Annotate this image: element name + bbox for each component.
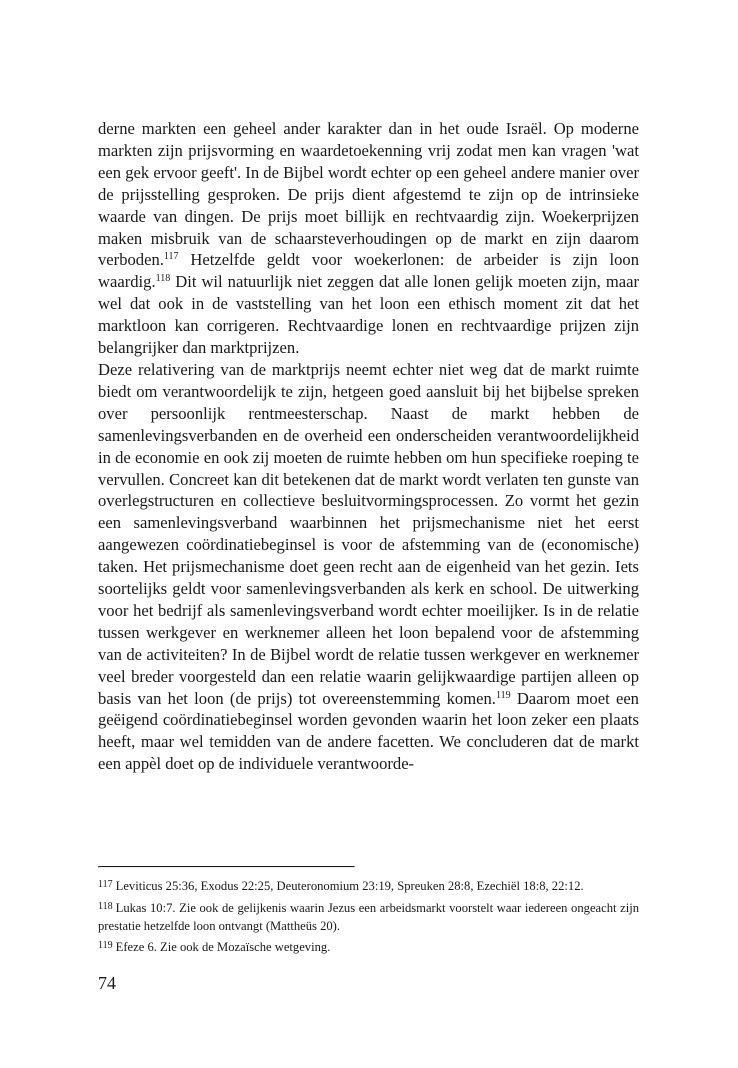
paragraph-text: Deze relativering van de marktprijs neemt echter niet weg dat de markt ruimte biedt om verantwoordelijk te zijn, hetgeen goed aansluit bij het bijbelse spreken over persoonlijk rentmeesterschap. Naast de markt hebben de samenlevingsverbanden en de overheid een onderscheiden verantwoordelijkheid in de economie en ook zij moeten de ruimte hebben om hun specifieke roeping te vervullen. Concreet kan dit betekenen dat de markt wordt verlaten ten gunste van overlegstructuren en collectieve besluitvormingsprocessen. Zo vormt het gezin een samenlevingsverband waarbinnen het prijsmechanisme niet het eerst aangewezen coördinatiebeginsel is voor de afstemming van de (economische) taken. Het prijsmechanisme doet geen recht aan de eigenheid van het gezin. Iets soortelijks geldt voor samenlevingsverbanden als kerk en school. De uitwerking voor het bedrijf als samenlevingsverband wordt echter moeilijker. Is in de relatie tussen werkgever en werknemer alleen het loon bepalend voor de afstemming van de activiteiten? In de Bijbel wordt de relatie tussen werkgever en werknemer veel breder voorgesteld dan een relatie waarin gelijkwaardige partijen alleen op basis van het loon (de prijs) tot overeenstemming komen.: [98, 359, 639, 708]
paragraph-text: Dit wil natuurlijk niet zeggen dat alle lonen gelijk moeten zijn, maar wel dat ook in de vaststelling van het loon een ethisch moment zit dat het marktloon kan corrigeren. Rechtvaardige lonen en rechtvaardige prijzen zijn belangrijker dan marktprijzen.: [98, 272, 639, 358]
footnote-117: [98, 876, 639, 896]
footnote-number: 117: [98, 879, 113, 890]
footnote-ref-117[interactable]: 117: [163, 251, 179, 263]
footnotes: [98, 876, 639, 959]
footnote-118: [98, 898, 639, 936]
paragraph-2: [98, 359, 639, 775]
main-text: [98, 118, 639, 775]
paragraph-text: Daarom moet een geëigend coördinatiebeginsel worden gevonden waarin het loon zeker een plaats heeft, maar wel temidden van de andere facetten. We concluderen dat de markt een appèl doet op de individuele verantwoorde-: [98, 688, 639, 774]
footnote-ref-119[interactable]: 119: [495, 689, 511, 701]
footnote-number: 118: [98, 900, 113, 912]
footnote-number: 119: [98, 940, 113, 952]
footnote-text: Efeze 6. Zie ook de Mozaïsche wetgeving.: [115, 940, 331, 955]
paragraph-text: Hetzelfde geldt voor woekerlonen: de arbeider is zijn loon waardig.: [98, 250, 639, 292]
footnote-text: Leviticus 25:36, Exodus 22:25, Deuteronomium 23:19, Spreuken 28:8, Ezechiël 18:8, 22:12.: [115, 879, 584, 893]
paragraph-text: derne markten een geheel ander karakter dan in het oude Israël. Op moderne markten zijn prijsvorming en waardetoekenning vrij zodat men kan vragen 'wat een gek ervoor geeft'. In de Bijbel wordt echter op een geheel andere manier over de prijsstelling gesproken. De prijs dient afgestemd te zijn op de intrinsieke waarde van dingen. De prijs moet billijk en rechtvaardig zijn. Woekerprijzen maken misbruik van de schaarsteverhoudingen op de markt en zijn daarom verboden.: [98, 119, 639, 270]
footnote-text: Lukas 10:7. Zie ook de gelijkenis waarin Jezus een arbeidsmarkt voorstelt waar iedereen ongeacht zijn prestatie hetzelfde loon ontvangt (Mattheüs 20).: [98, 900, 639, 933]
footnote-ref-118[interactable]: 118: [155, 273, 171, 285]
page-number: 74: [98, 973, 116, 993]
footnote-separator: [98, 866, 355, 868]
footnote-119: [98, 937, 639, 957]
paragraph-1: [98, 118, 639, 359]
